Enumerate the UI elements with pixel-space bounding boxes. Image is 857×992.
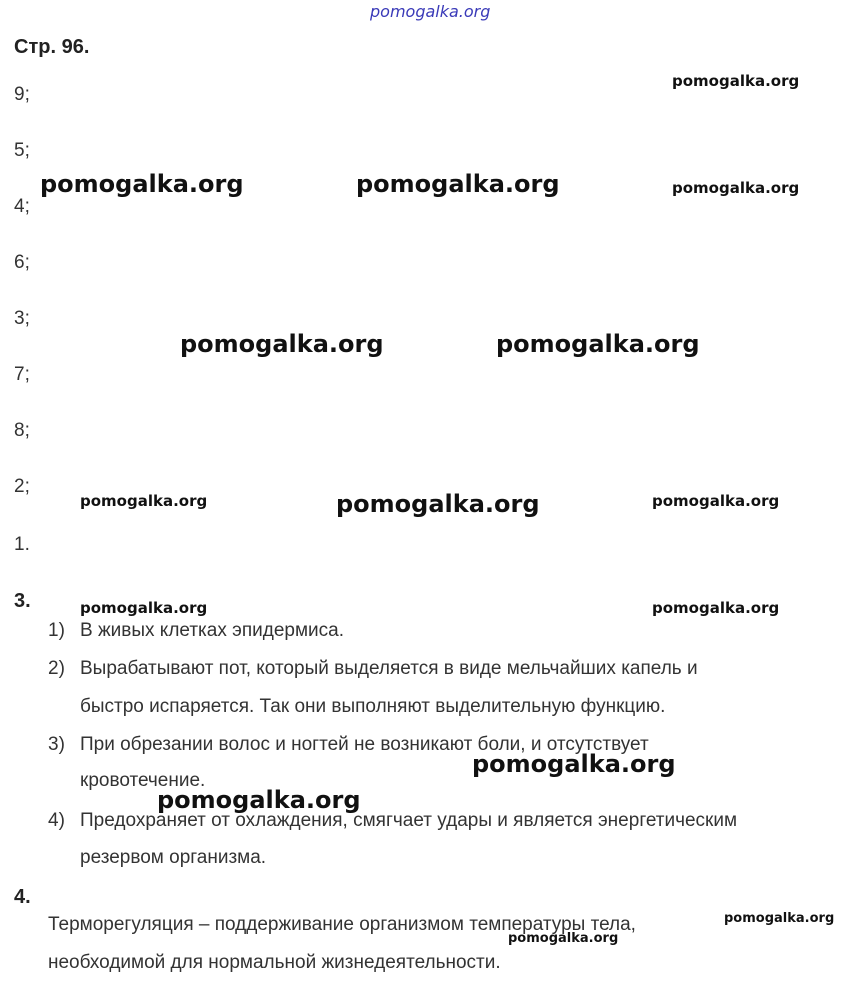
list-item-text: резервом организма. <box>80 847 267 868</box>
sequence-item: 9; <box>14 84 30 105</box>
sequence-item: 7; <box>14 364 30 385</box>
list-item-text: В живых клетках эпидермиса. <box>80 620 344 641</box>
watermark: pomogalka.org <box>672 72 800 90</box>
list-item-text: Вырабатывают пот, который выделяется в виде мельчайших капель и <box>80 658 698 679</box>
watermark: pomogalka.org <box>652 599 780 617</box>
paragraph-line: необходимой для нормальной жизнедеятельности. <box>48 952 501 973</box>
watermark: pomogalka.org <box>672 179 800 197</box>
list-item-text: При обрезании волос и ногтей не возникают боли, и отсутствует <box>80 734 649 755</box>
sequence-item: 3; <box>14 308 30 329</box>
watermark: pomogalka.org <box>80 599 208 617</box>
watermark: pomogalka.org <box>356 170 560 198</box>
watermark: pomogalka.org <box>157 786 361 814</box>
watermark: pomogalka.org <box>336 490 540 518</box>
list-item-text: быстро испаряется. Так они выполняют выделительную функцию. <box>80 696 666 717</box>
sequence-item: 6; <box>14 252 30 273</box>
watermark: pomogalka.org <box>40 170 244 198</box>
sequence-item: 1. <box>14 534 30 555</box>
list-item-number: 3) <box>48 734 65 755</box>
page-title: Стр. 96. <box>14 36 90 58</box>
paragraph-line: Терморегуляция – поддерживание организмом температуры тела, <box>48 914 636 935</box>
watermark: pomogalka.org <box>724 911 835 926</box>
list-item-text: кровотечение. <box>80 770 206 791</box>
watermark: pomogalka.org <box>80 492 208 510</box>
section-3-number: 3. <box>14 590 31 612</box>
section-4-number: 4. <box>14 886 31 908</box>
sequence-item: 8; <box>14 420 30 441</box>
watermark: pomogalka.org <box>652 492 780 510</box>
sequence-item: 5; <box>14 140 30 161</box>
sequence-item: 2; <box>14 476 30 497</box>
watermark: pomogalka.org <box>180 330 384 358</box>
list-item-number: 2) <box>48 658 65 679</box>
sequence-item: 4; <box>14 196 30 217</box>
list-item-text: Предохраняет от охлаждения, смягчает удары и является энергетическим <box>80 810 738 831</box>
list-item-number: 1) <box>48 620 65 641</box>
watermark: pomogalka.org <box>472 750 676 778</box>
watermark: pomogalka.org <box>496 330 700 358</box>
watermark: pomogalka.org <box>508 931 619 946</box>
watermark-top: pomogalka.org <box>370 2 491 21</box>
list-item-number: 4) <box>48 810 65 831</box>
